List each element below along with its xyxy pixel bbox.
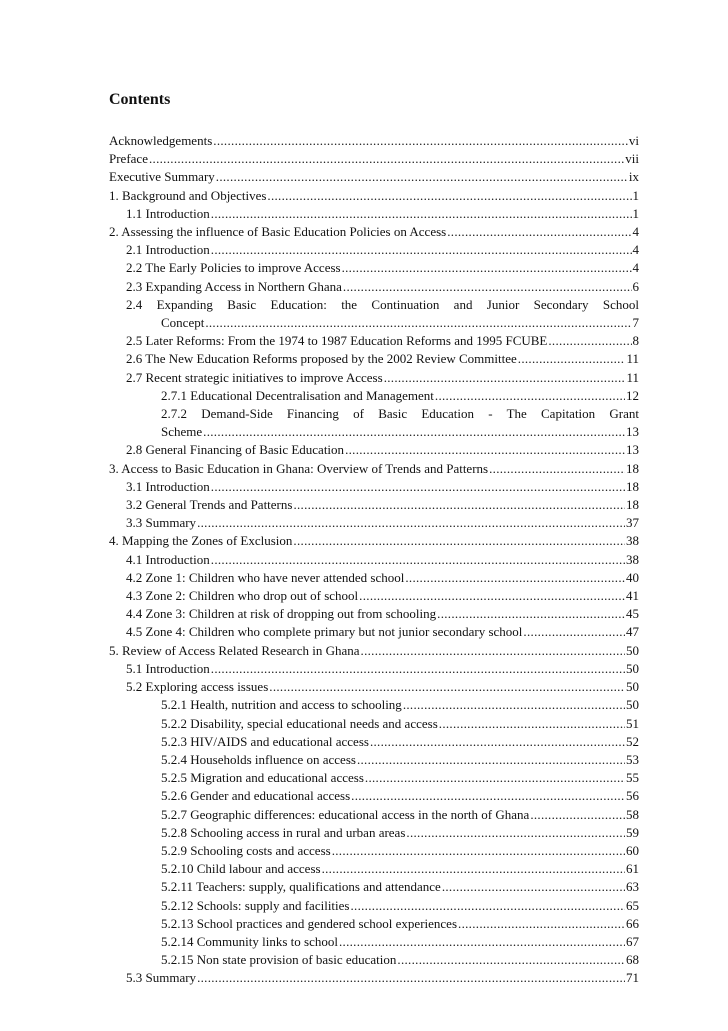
dot-leader [197, 969, 625, 987]
toc-entry-label: 5.2.11 Teachers: supply, qualifications and attendance [161, 879, 441, 895]
toc-entry[interactable] [109, 696, 639, 714]
toc-entry-label: 2.2 The Early Policies to improve Access [126, 260, 341, 276]
toc-page-number: 65 [626, 897, 639, 913]
toc-entry[interactable] [109, 933, 639, 951]
toc-entry-label: Acknowledgements [109, 133, 213, 148]
toc-page-number: 50 [626, 642, 639, 658]
toc-entry[interactable] [109, 369, 639, 387]
toc-page-number: 63 [626, 879, 639, 895]
dot-leader [293, 532, 625, 550]
dot-leader [350, 897, 625, 915]
toc-entry-label: 5.2.1 Health, nutrition and access to schooling [161, 697, 402, 713]
toc-entry[interactable] [109, 514, 639, 532]
toc-entry-label: 5.2.7 Geographic differences: educational access in the north of Ghana [161, 806, 530, 822]
toc-entry[interactable] [109, 223, 639, 241]
dot-leader [397, 951, 625, 969]
toc-entry-label: 5.2.8 Schooling access in rural and urban areas [161, 824, 406, 840]
dot-leader [458, 915, 625, 933]
toc-entry-label: Executive Summary [109, 169, 215, 185]
toc-entry[interactable] [109, 278, 639, 296]
toc-page-number: 1 [632, 205, 639, 221]
toc-entry[interactable] [109, 660, 639, 678]
toc-page-number: 67 [626, 933, 639, 949]
toc-entry-label: 2. Assessing the influence of Basic Education Policies on Access [109, 224, 447, 240]
toc-page-number: 41 [626, 588, 639, 604]
toc-entry-label: 2.7.1 Educational Decentralisation and Management [161, 387, 434, 403]
dot-leader [351, 787, 625, 805]
dot-leader [359, 587, 625, 605]
toc-entry[interactable] [109, 751, 639, 769]
dot-leader [357, 751, 625, 769]
toc-entry-label: 5.2.5 Migration and educational access [161, 770, 364, 786]
toc-page-number: vii [625, 151, 639, 167]
toc-entry-label: Scheme [161, 424, 203, 440]
dot-leader [149, 150, 624, 168]
toc-page-number: 13 [626, 442, 639, 458]
toc-entry-label: 5.1 Introduction [126, 660, 210, 676]
contents-page [109, 90, 639, 988]
toc-entry[interactable] [109, 787, 639, 805]
toc-entry[interactable] [109, 132, 639, 150]
dot-leader [205, 314, 631, 332]
toc-entry-label: Preface [109, 151, 148, 167]
toc-page-number: 40 [626, 569, 639, 585]
toc-entry-label: Concept [161, 315, 205, 331]
toc-page-number: 56 [626, 788, 639, 804]
dot-leader [343, 278, 632, 296]
toc-page-number: 6 [632, 278, 639, 294]
dot-leader [403, 696, 625, 714]
toc-page-number: 1 [632, 187, 639, 203]
toc-entry-label: 4.4 Zone 3: Children at risk of dropping out from schooling [126, 606, 437, 622]
toc-entry-label: 3.1 Introduction [126, 478, 210, 494]
toc-entry[interactable] [109, 678, 639, 696]
toc-entry[interactable] [109, 168, 639, 186]
toc-page-number: 47 [626, 624, 639, 640]
toc-entry-label: 5.2.3 HIV/AIDS and educational access [161, 733, 369, 749]
dot-leader [361, 642, 625, 660]
toc-entry[interactable] [109, 150, 639, 168]
toc-page-number: 4 [632, 224, 639, 240]
toc-entry[interactable] [109, 860, 639, 878]
toc-entry-label: 5.2.9 Schooling costs and access [161, 842, 331, 858]
toc-entry-label: 4.5 Zone 4: Children who complete primary but not junior secondary school [126, 624, 523, 640]
toc-entry-label: 5.2.15 Non state provision of basic education [161, 952, 397, 968]
dot-leader [442, 878, 625, 896]
toc-page-number: 50 [626, 679, 639, 695]
toc-page-number: 4 [632, 260, 639, 276]
toc-entry[interactable] [109, 332, 639, 350]
toc-entry-label: 5.2.14 Community links to school [161, 933, 338, 949]
toc-entry[interactable] [109, 314, 639, 332]
toc-page-number: 71 [626, 970, 639, 986]
toc-entry[interactable] [109, 623, 639, 641]
toc-entry[interactable] [109, 878, 639, 896]
dot-leader [197, 514, 625, 532]
toc-entry-label: 5.2.10 Child labour and access [161, 861, 321, 877]
toc-entry-label: 5.2.12 Schools: supply and facilities [161, 897, 350, 913]
toc-entry[interactable] [109, 897, 639, 915]
toc-entry-label: 5.2.13 School practices and gendered school experiences [161, 915, 458, 931]
toc-page-number: 4 [632, 242, 639, 258]
toc-entry[interactable] [109, 824, 639, 842]
dot-leader [211, 478, 625, 496]
toc-page-number: 52 [626, 733, 639, 749]
dot-leader [518, 350, 626, 368]
toc-page-number: 55 [626, 770, 639, 786]
dot-leader [213, 132, 628, 150]
toc-page-number: 68 [626, 952, 639, 968]
toc-entry[interactable] [109, 551, 639, 569]
toc-page-number: 59 [626, 824, 639, 840]
dot-leader [216, 168, 628, 186]
toc-page-number: 45 [626, 606, 639, 622]
toc-entry-label: 1. Background and Objectives [109, 187, 267, 203]
toc-page-number: vi [628, 133, 639, 148]
dot-leader [339, 933, 625, 951]
toc-entry[interactable] [109, 387, 639, 405]
toc-entry[interactable] [109, 478, 639, 496]
toc-entry[interactable] [109, 569, 639, 587]
toc-entry[interactable] [109, 532, 639, 550]
toc-page-number: 12 [626, 387, 639, 403]
toc-entry[interactable] [109, 769, 639, 787]
toc-entry-label: 1.1 Introduction [126, 205, 210, 221]
toc-page-number: 58 [626, 806, 639, 822]
toc-entry[interactable] [109, 733, 639, 751]
toc-entry-label: 2.3 Expanding Access in Northern Ghana [126, 278, 342, 294]
toc-entry-label: 5.2.4 Households influence on access [161, 751, 356, 767]
toc-page-number: 18 [626, 460, 639, 476]
toc-page-number: ix [628, 169, 639, 185]
toc-page-number: 38 [626, 533, 639, 549]
dot-leader [322, 860, 625, 878]
dot-leader [267, 187, 631, 205]
toc-page-number: 50 [626, 697, 639, 713]
toc-entry-label: 3. Access to Basic Education in Ghana: Overview of Trends and Patterns [109, 460, 489, 476]
dot-leader [437, 605, 625, 623]
toc-entry-label: 4.1 Introduction [126, 551, 210, 567]
toc-entry[interactable] [109, 951, 639, 969]
dot-leader [435, 387, 625, 405]
dot-leader [439, 715, 625, 733]
toc-entry[interactable] [109, 441, 639, 459]
toc-entry[interactable] [109, 350, 639, 368]
toc-entry[interactable] [109, 587, 639, 605]
toc-entry-label: 2.7 Recent strategic initiatives to improve Access [126, 369, 383, 385]
toc-entry-label: 5. Review of Access Related Research in Ghana [109, 642, 360, 658]
toc-entry-label: 4.2 Zone 1: Children who have never attended school [126, 569, 405, 585]
toc-page-number: 8 [632, 333, 639, 349]
dot-leader [489, 460, 625, 478]
dot-leader [548, 332, 631, 350]
dot-leader [370, 733, 625, 751]
page-title: Contents [109, 91, 171, 108]
toc-entry[interactable] [109, 259, 639, 277]
dot-leader [447, 223, 631, 241]
dot-leader [384, 369, 626, 387]
toc-page-number: 13 [626, 424, 639, 440]
toc-page-number: 37 [626, 515, 639, 531]
dot-leader [269, 678, 625, 696]
dot-leader [345, 441, 625, 459]
toc-entry-label: 3.3 Summary [126, 515, 197, 531]
toc-entry[interactable] [109, 715, 639, 733]
dot-leader [211, 241, 632, 259]
toc-page-number: 11 [626, 351, 639, 367]
toc-entry-label: 3.2 General Trends and Patterns [126, 497, 293, 513]
toc-entry[interactable] [109, 806, 639, 824]
toc-entry[interactable] [109, 496, 639, 514]
toc-entry[interactable] [109, 605, 639, 623]
toc-entry-label: 2.8 General Financing of Basic Education [126, 442, 345, 458]
dot-leader [530, 806, 625, 824]
toc-page-number: 53 [626, 751, 639, 767]
toc-page-number: 51 [626, 715, 639, 731]
dot-leader [211, 551, 625, 569]
toc-page-number: 61 [626, 861, 639, 877]
toc-entry[interactable] [109, 241, 639, 259]
dot-leader [203, 423, 625, 441]
toc-entry-label: 5.2 Exploring access issues [126, 679, 269, 695]
dot-leader [211, 660, 625, 678]
toc-entry-label: 4.3 Zone 2: Children who drop out of school [126, 588, 359, 604]
toc-entry-label: 2.1 Introduction [126, 242, 210, 258]
toc-entry-line[interactable]: 2.4 Expanding Basic Education: the Continuation and Junior Secondary School [126, 296, 639, 312]
toc-entry[interactable] [109, 423, 639, 441]
toc-page-number: 66 [626, 915, 639, 931]
dot-leader [211, 205, 632, 223]
toc-entry[interactable] [109, 205, 639, 223]
toc-page-number: 7 [632, 315, 639, 331]
table-of-contents [109, 132, 639, 988]
toc-entry[interactable] [109, 969, 639, 987]
toc-entry[interactable] [109, 842, 639, 860]
dot-leader [405, 569, 625, 587]
toc-entry-label: 5.2.2 Disability, special educational needs and access [161, 715, 438, 731]
toc-entry[interactable] [109, 460, 639, 478]
toc-entry-label: 5.2.6 Gender and educational access [161, 788, 351, 804]
dot-leader [365, 769, 625, 787]
toc-page-number: 50 [626, 660, 639, 676]
toc-page-number: 60 [626, 842, 639, 858]
dot-leader [342, 259, 632, 277]
toc-entry[interactable] [109, 187, 639, 205]
toc-entry-line[interactable]: 2.7.2 Demand-Side Financing of Basic Education - The Capitation Grant [161, 406, 639, 422]
dot-leader [293, 496, 625, 514]
dot-leader [406, 824, 625, 842]
dot-leader [332, 842, 625, 860]
toc-entry[interactable] [109, 642, 639, 660]
dot-leader [523, 623, 625, 641]
toc-page-number: 38 [626, 551, 639, 567]
toc-entry-label: 2.5 Later Reforms: From the 1974 to 1987 Education Reforms and 1995 FCUBE [126, 333, 548, 349]
toc-page-number: 11 [626, 369, 639, 385]
toc-entry-label: 5.3 Summary [126, 970, 197, 986]
toc-page-number: 18 [626, 497, 639, 513]
toc-entry[interactable] [109, 915, 639, 933]
toc-page-number: 18 [626, 478, 639, 494]
toc-entry-label: 4. Mapping the Zones of Exclusion [109, 533, 293, 549]
toc-entry-label: 2.6 The New Education Reforms proposed by the 2002 Review Committee [126, 351, 517, 367]
